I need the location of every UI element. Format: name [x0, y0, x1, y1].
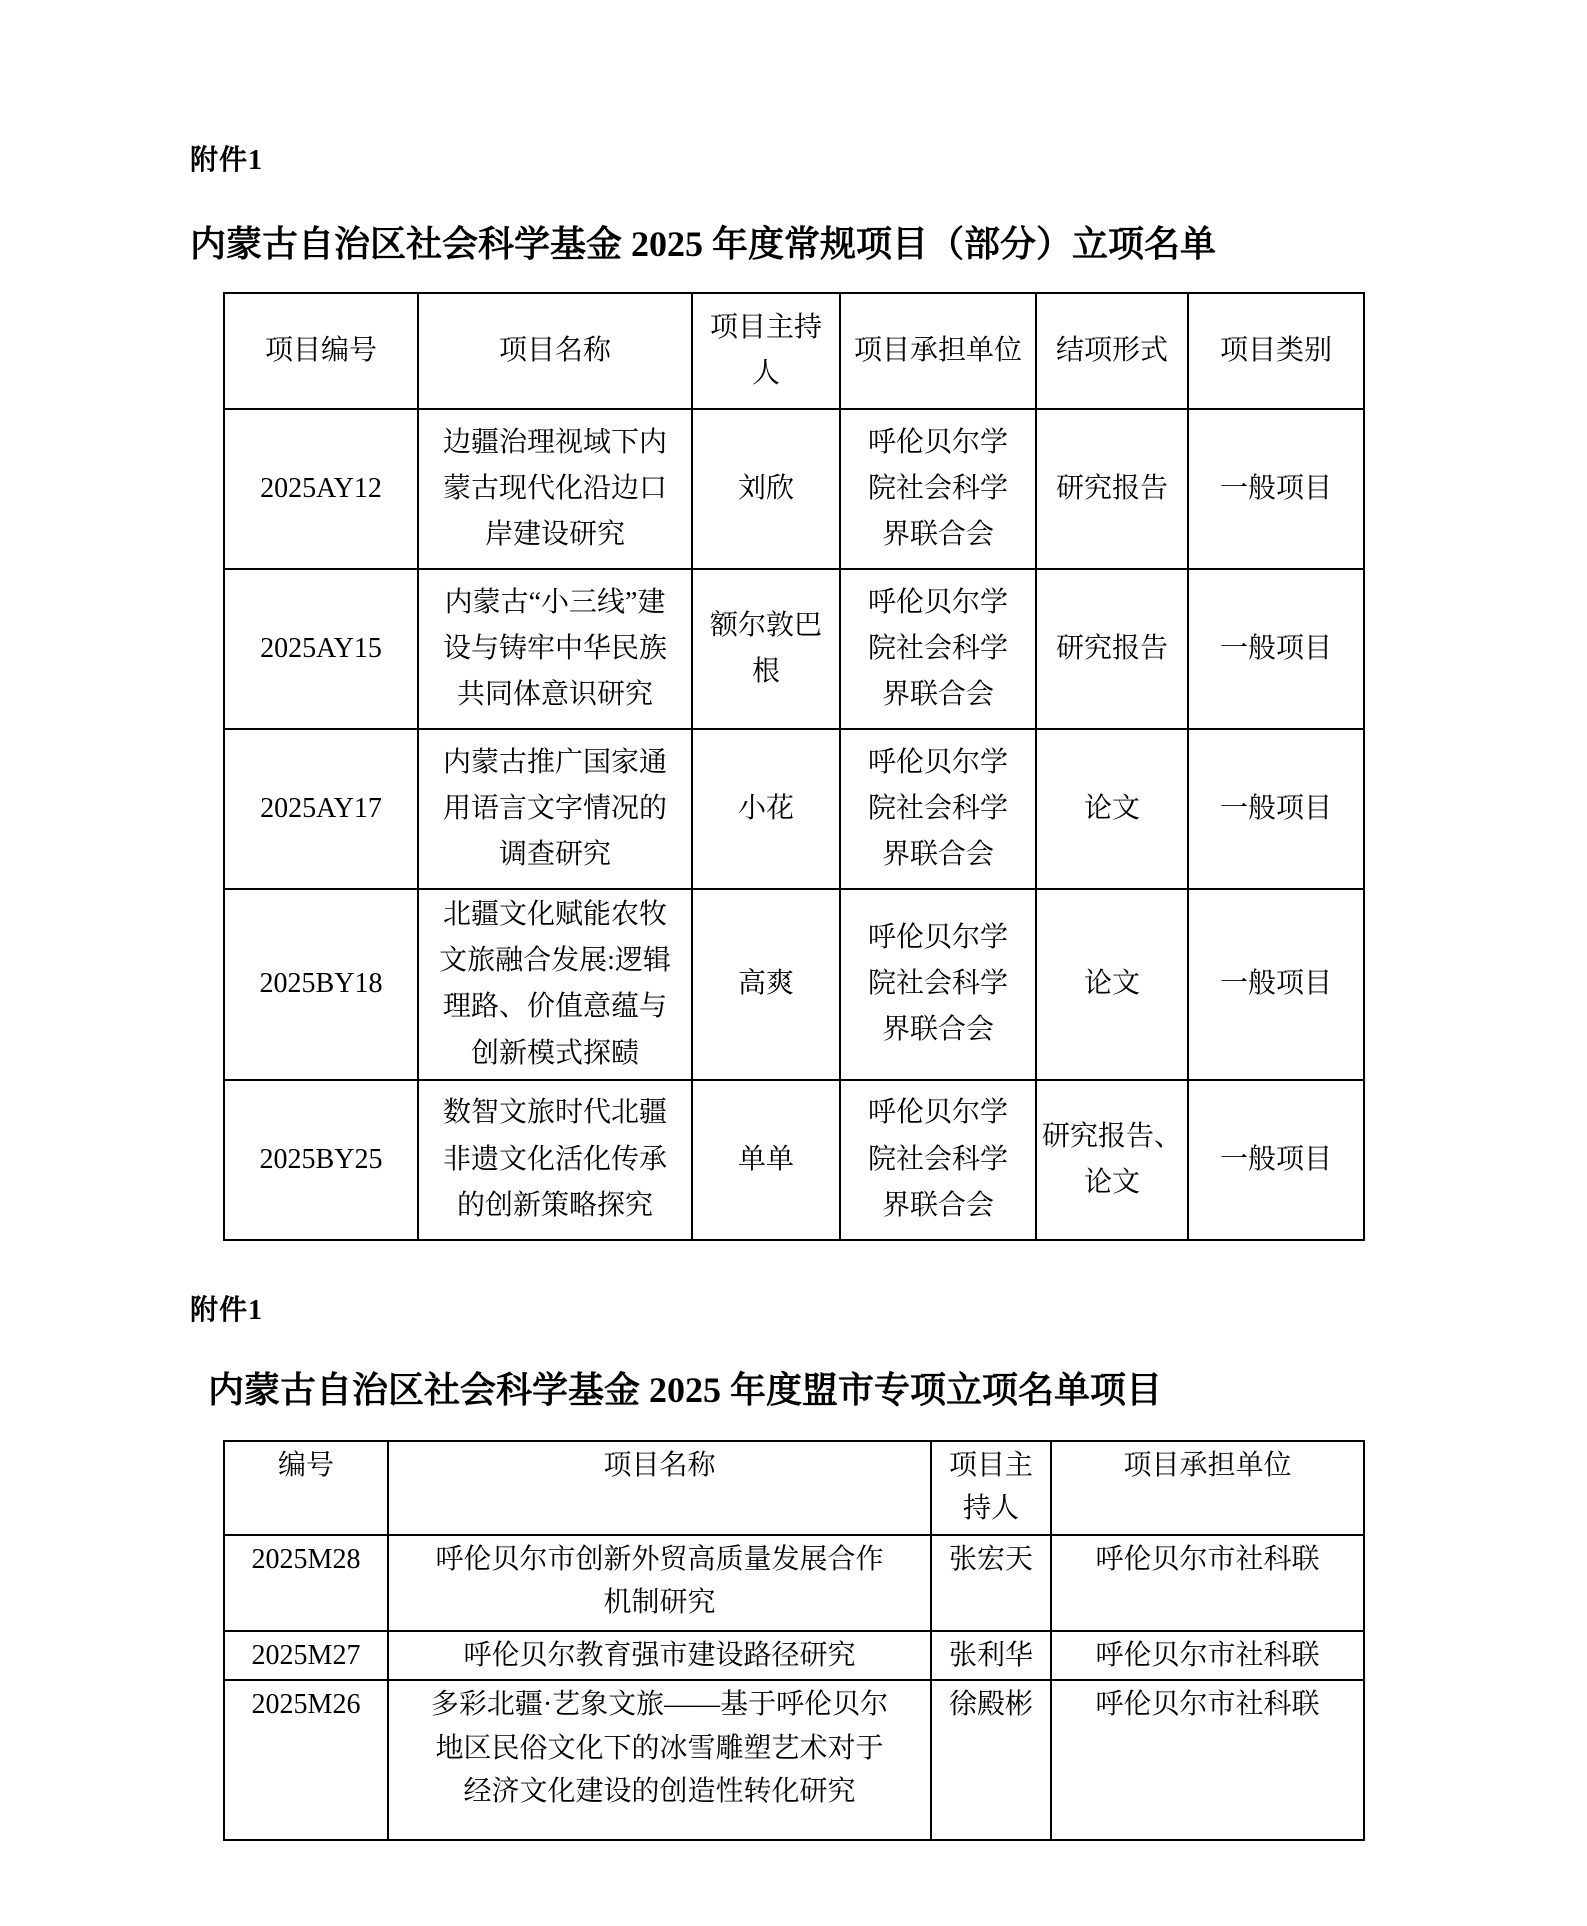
table-row — [224, 409, 1364, 569]
regular-projects-table — [223, 292, 1365, 1241]
project-name-cell: 呼伦贝尔教育强市建设路径研究 — [388, 1631, 931, 1680]
project-id-cell: 2025AY15 — [224, 569, 418, 729]
project-name-cell: 呼伦贝尔市创新外贸高质量发展合作机制研究 — [388, 1535, 931, 1631]
table-row — [224, 889, 1364, 1080]
table-row — [224, 569, 1364, 729]
table-header-row — [224, 1441, 1364, 1535]
table-row — [224, 729, 1364, 889]
col-header-project-name: 项目名称 — [388, 1441, 931, 1535]
league-city-projects-table — [223, 1440, 1365, 1841]
completion-form-cell: 研究报告 — [1036, 569, 1188, 729]
project-org-cell: 呼伦贝尔市社科联 — [1051, 1535, 1364, 1631]
project-name-cell: 内蒙古“小三线”建设与铸牢中华民族共同体意识研究 — [418, 569, 692, 729]
project-org-cell: 呼伦贝尔学院社会科学界联合会 — [840, 409, 1036, 569]
col-header-project-id: 项目编号 — [224, 293, 418, 409]
project-lead-cell: 单单 — [692, 1080, 840, 1240]
section2-title: 内蒙古自治区社会科学基金 2025 年度盟市专项立项名单项目 — [207, 1370, 1162, 1410]
project-id-cell: 2025BY18 — [224, 889, 418, 1080]
project-name-cell: 内蒙古推广国家通用语言文字情况的调查研究 — [418, 729, 692, 889]
project-lead-cell: 刘欣 — [692, 409, 840, 569]
table-row — [224, 1631, 1364, 1680]
project-category-cell: 一般项目 — [1188, 889, 1364, 1080]
project-id-cell: 2025AY12 — [224, 409, 418, 569]
project-id-cell: 2025M26 — [224, 1680, 388, 1840]
col-header-project-lead: 项目主持人 — [931, 1441, 1051, 1535]
project-lead-cell: 徐殿彬 — [931, 1680, 1051, 1840]
project-org-cell: 呼伦贝尔市社科联 — [1051, 1631, 1364, 1680]
project-name-cell: 多彩北疆·艺象文旅——基于呼伦贝尔地区民俗文化下的冰雪雕塑艺术对于经济文化建设的创造性转化研究 — [388, 1680, 931, 1840]
project-lead-cell: 额尔敦巴根 — [692, 569, 840, 729]
completion-form-cell: 论文 — [1036, 729, 1188, 889]
col-header-project-org: 项目承担单位 — [840, 293, 1036, 409]
project-lead-cell: 高爽 — [692, 889, 840, 1080]
project-name-cell: 北疆文化赋能农牧文旅融合发展:逻辑理路、价值意蕴与创新模式探赜 — [418, 889, 692, 1080]
project-category-cell: 一般项目 — [1188, 409, 1364, 569]
completion-form-cell: 研究报告、论文 — [1036, 1080, 1188, 1240]
col-header-project-lead: 项目主持人 — [692, 293, 840, 409]
project-id-cell: 2025BY25 — [224, 1080, 418, 1240]
table-row — [224, 1535, 1364, 1631]
section1-title: 内蒙古自治区社会科学基金 2025 年度常规项目（部分）立项名单 — [190, 224, 1217, 264]
project-org-cell: 呼伦贝尔学院社会科学界联合会 — [840, 729, 1036, 889]
col-header-completion-form: 结项形式 — [1036, 293, 1188, 409]
completion-form-cell: 论文 — [1036, 889, 1188, 1080]
table-row — [224, 1680, 1364, 1840]
project-category-cell: 一般项目 — [1188, 729, 1364, 889]
attachment-label-1: 附件1 — [190, 145, 264, 176]
completion-form-cell: 研究报告 — [1036, 409, 1188, 569]
project-lead-cell: 张利华 — [931, 1631, 1051, 1680]
project-org-cell: 呼伦贝尔市社科联 — [1051, 1680, 1364, 1840]
project-name-cell: 边疆治理视域下内蒙古现代化沿边口岸建设研究 — [418, 409, 692, 569]
project-org-cell: 呼伦贝尔学院社会科学界联合会 — [840, 1080, 1036, 1240]
attachment-label-2: 附件1 — [190, 1295, 264, 1326]
project-id-cell: 2025M28 — [224, 1535, 388, 1631]
project-org-cell: 呼伦贝尔学院社会科学界联合会 — [840, 889, 1036, 1080]
project-name-cell: 数智文旅时代北疆非遗文化活化传承的创新策略探究 — [418, 1080, 692, 1240]
col-header-project-name: 项目名称 — [418, 293, 692, 409]
project-org-cell: 呼伦贝尔学院社会科学界联合会 — [840, 569, 1036, 729]
project-lead-cell: 小花 — [692, 729, 840, 889]
col-header-id: 编号 — [224, 1441, 388, 1535]
col-header-project-category: 项目类别 — [1188, 293, 1364, 409]
project-category-cell: 一般项目 — [1188, 569, 1364, 729]
project-id-cell: 2025AY17 — [224, 729, 418, 889]
col-header-project-org: 项目承担单位 — [1051, 1441, 1364, 1535]
project-lead-cell: 张宏天 — [931, 1535, 1051, 1631]
table-header-row — [224, 293, 1364, 409]
table-row — [224, 1080, 1364, 1240]
project-id-cell: 2025M27 — [224, 1631, 388, 1680]
project-category-cell: 一般项目 — [1188, 1080, 1364, 1240]
